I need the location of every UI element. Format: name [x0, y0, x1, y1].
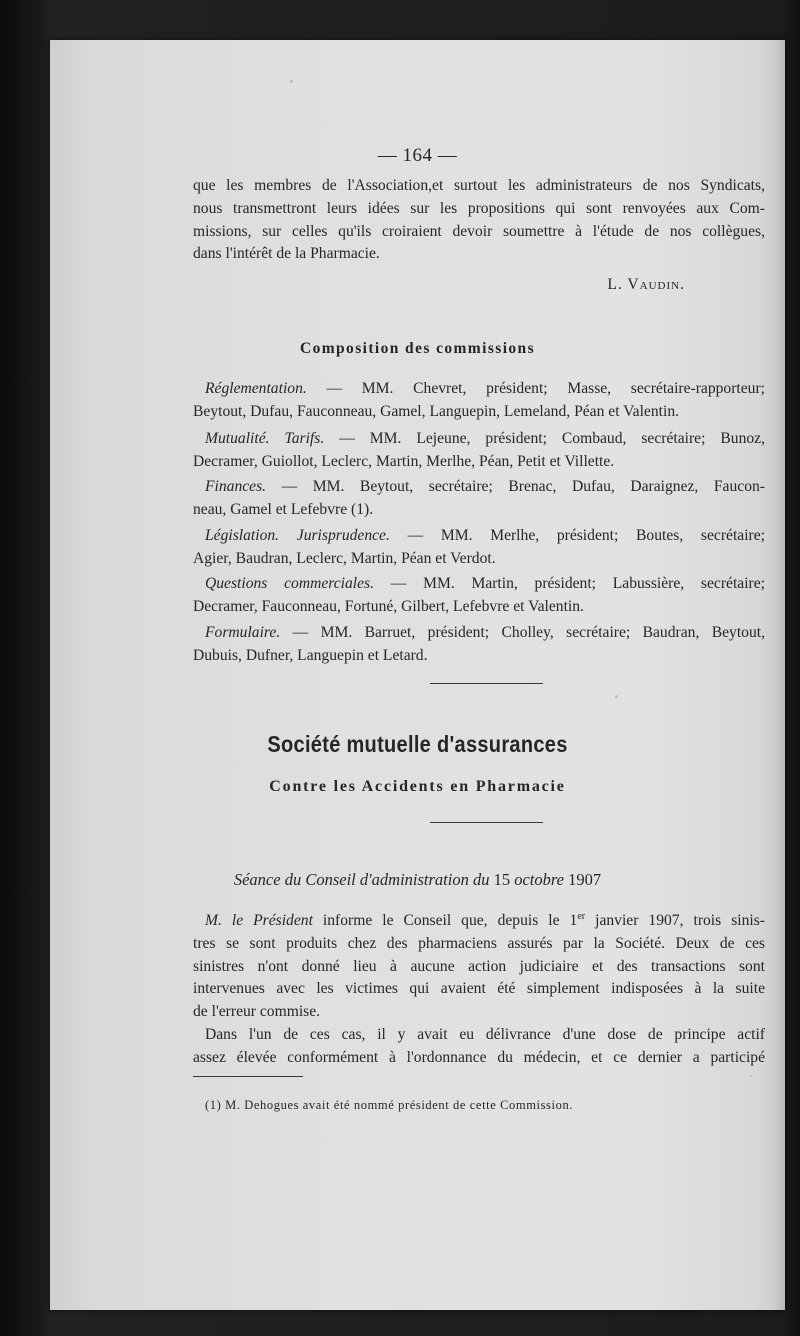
body-line: intervenues avec les victimes qui avaient été simplement indisposées à la suite: [193, 980, 765, 998]
separator-rule: [430, 683, 543, 684]
commission-members: — MM. Martin, président; Labussière, secrétaire;: [390, 575, 765, 592]
scan-speck: [615, 695, 618, 698]
session-heading: [50, 870, 785, 890]
body-line: sinistres n'ont donné lieu à aucune action judiciaire et des transactions sont: [193, 957, 765, 975]
commission-members-rest: Decramer, Guiollot, Leclerc, Martin, Merlhe, Péan, Petit et Villette.: [193, 452, 615, 470]
body-text: informe le Conseil que, depuis le 1: [322, 912, 578, 929]
page-edge: [773, 40, 785, 1310]
commission-members: — MM. Lejeune, président; Combaud, secrétaire; Bunoz,: [339, 430, 765, 447]
commission-members-rest: Agier, Baudran, Leclerc, Martin, Péan et Verdot.: [193, 549, 496, 567]
commission-members-rest: neau, Gamel et Lefebvre (1).: [193, 500, 374, 518]
body-line: Dans l'un de ces cas, il y avait eu délivrance d'une dose de principe actif: [205, 1025, 765, 1043]
book-page: [50, 40, 785, 1310]
intro-line: dans l'intérêt de la Pharmacie.: [193, 245, 380, 263]
page-number: — 164 —: [377, 145, 458, 166]
body-line: assez élevée conformément à l'ordonnance du médecin, et ce dernier a participé: [193, 1048, 765, 1066]
session-label: Séance du Conseil d'administration du: [233, 870, 490, 889]
footnote-rule: [193, 1076, 303, 1077]
commission-name: Finances.: [205, 478, 267, 495]
commission-entry: [193, 476, 765, 522]
commission-members: — MM. Merlhe, président; Boutes, secrétaire;: [407, 527, 765, 544]
body-paragraph: [193, 910, 765, 1070]
commission-name: Mutualité. Tarifs.: [205, 430, 325, 447]
commission-entry: [193, 428, 765, 474]
intro-line: nous transmettront leurs idées sur les propositions qui sont renvoyées aux Com-: [193, 199, 765, 217]
session-month: octobre: [514, 870, 565, 889]
commission-name: Questions commerciales.: [205, 575, 375, 592]
intro-paragraph: [193, 175, 765, 266]
section-title-commissions: Composition des commissions: [299, 340, 536, 357]
commission-members: — MM. Barruet, président; Cholley, secrétaire; Baudran, Beytout,: [292, 624, 765, 641]
body-superscript: er: [577, 910, 586, 922]
body-line: tres se sont produits chez des pharmaciens assurés par la Société. Deux de ces: [193, 934, 765, 952]
commission-members: — MM. Beytout, secrétaire; Brenac, Dufau, Daraignez, Faucon-: [281, 478, 765, 495]
intro-line: que les membres de l'Association,et surtout les administrateurs de nos Syndicats,: [193, 177, 765, 194]
body-text: janvier 1907, trois sinis-: [595, 912, 765, 929]
commission-name: Réglementation.: [205, 380, 307, 397]
commission-name: Législation. Jurisprudence.: [205, 527, 390, 544]
session-year: 1907: [568, 870, 602, 889]
commission-entry: [193, 622, 765, 668]
commission-entry: [193, 573, 765, 619]
commission-name: Formulaire.: [205, 624, 281, 641]
commission-members-rest: Decramer, Fauconneau, Fortuné, Gilbert, Lefebvre et Valentin.: [193, 597, 584, 615]
signature: L. Vaudin.: [607, 276, 685, 293]
commission-members-rest: Dubuis, Dufner, Languepin et Letard.: [193, 646, 428, 664]
session-day: 15: [493, 870, 511, 889]
body-line: de l'erreur commise.: [193, 1003, 321, 1021]
commission-members-rest: Beytout, Dufau, Fauconneau, Gamel, Languepin, Lemeland, Péan et Valentin.: [193, 402, 680, 420]
footnote: (1) M. Dehogues avait été nommé président de cette Commission.: [205, 1098, 574, 1112]
society-title: Société mutuelle d'assurances: [267, 732, 568, 758]
body-president: M. le Président: [205, 912, 313, 929]
intro-line: missions, sur celles qu'ils croiraient devoir soumettre à l'étude de nos collègues,: [193, 222, 765, 240]
commission-members: — MM. Chevret, président; Masse, secrétaire-rapporteur;: [326, 380, 765, 397]
commission-entry: [193, 378, 765, 424]
separator-rule: [430, 822, 543, 823]
scan-speck: [290, 80, 293, 83]
society-subtitle: Contre les Accidents en Pharmacie: [269, 778, 566, 795]
commission-entry: [193, 525, 765, 571]
scan-speck: [750, 1075, 752, 1077]
